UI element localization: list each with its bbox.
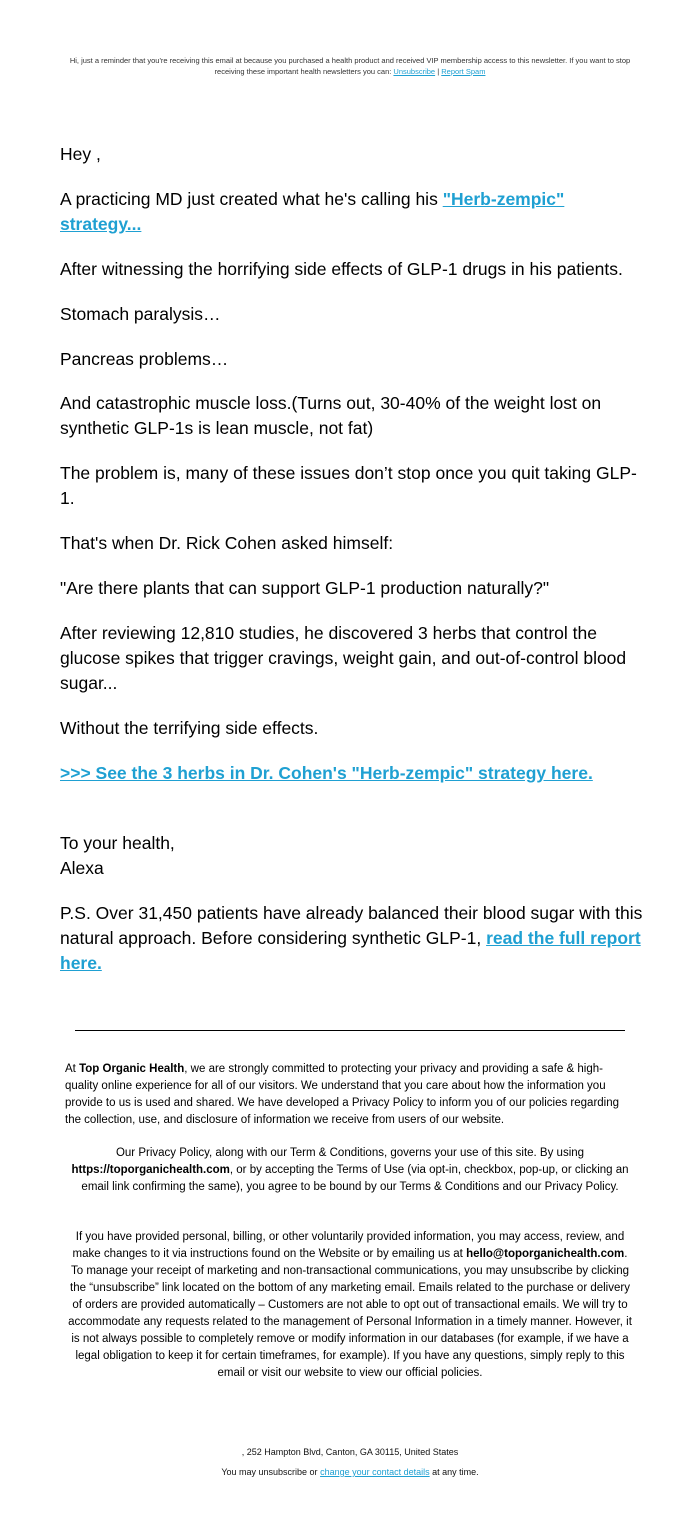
legal-p2-text: , or by accepting the Terms of Use (via opt-in, checkbox, pop-up, or clicking an email link confirming the same), you agree to be bound by our Terms & Conditions and our Privacy Policy. (81, 1164, 629, 1193)
ps-paragraph (60, 901, 650, 976)
footer-address: , 252 Hampton Blvd, Canton, GA 30115, United States (241, 1447, 459, 1457)
legal-privacy-commitment (65, 1061, 635, 1129)
signature: Alexa (60, 858, 104, 878)
contact-email: hello@toporganichealth.com (466, 1248, 625, 1260)
paragraph-pancreas: Pancreas problems… (60, 349, 229, 369)
notice-separator: | (437, 67, 440, 76)
legal-privacy-policy (65, 1145, 635, 1196)
site-url: https://toporganichealth.com (71, 1164, 230, 1176)
divider (75, 1030, 625, 1031)
paragraph-stomach: Stomach paralysis… (60, 304, 221, 324)
paragraph-muscle-loss: And catastrophic muscle loss.(Turns out, 30-40% of the weight lost on synthetic GLP-1s is lean muscle, not fat) (60, 393, 602, 438)
herb-zempic-strategy-link[interactable]: "Herb-zempic" strategy... (60, 189, 565, 234)
unsubscribe-link[interactable]: Unsubscribe (393, 67, 436, 76)
paragraph-side-effects: After witnessing the horrifying side effects of GLP-1 drugs in his patients. (60, 259, 623, 279)
intro-paragraph (60, 187, 650, 237)
paragraph-question: "Are there plants that can support GLP-1 production naturally?" (60, 578, 550, 598)
legal-data-management (65, 1229, 635, 1382)
paragraph-problem: The problem is, many of these issues don’t stop once you quit taking GLP-1. (60, 463, 637, 508)
intro-text: A practicing MD just created what he's calling his (60, 189, 438, 209)
read-full-report-link[interactable]: read the full report here. (60, 928, 641, 973)
signoff: To your health, (60, 833, 175, 853)
legal-p3-text: . To manage your receipt of marketing and non-transactional communications, you may unsubscribe by clicking the “unsubscribe” link located on the bottom of any marketing email. Emails related to the purchase or delivery of orders are provided automatically – Customers are not able to opt out of transactional emails. We will try to accommodate any requests related to the management of Personal Information in a timely manner. However, it is not always possible to completely remove or modify information in our databases (for example, if we have a legal obligation to keep it for certain timeframes, for example). If you have any questions, simply reply to this email or visit our website to view our official policies. (68, 1248, 632, 1379)
company-name: Top Organic Health (79, 1063, 185, 1075)
paragraph-studies: After reviewing 12,810 studies, he discovered 3 herbs that control the glucose spikes that trigger cravings, weight gain, and out-of-control blood sugar... (60, 623, 627, 693)
header-notice-text: Hi, just a reminder that you're receiving this email at because you purchased a health product and received VIP membership access to this newsletter. If you want to stop receiving these important health newsletters you can: (69, 56, 631, 76)
footer-unsub-suffix: at any time. (432, 1467, 479, 1477)
report-spam-link[interactable]: Report Spam (441, 67, 486, 76)
legal-p1-text: , we are strongly committed to protecting your privacy and providing a safe & high-quality online experience for all of our visitors. We understand that you care about how the information you provide to us is used and shared. We have developed a Privacy Policy to inform you of our policies regarding the collection, use, and disclosure of information we receive from users of our website. (65, 1063, 620, 1126)
paragraph-no-side-effects: Without the terrifying side effects. (60, 718, 319, 738)
ps-text: P.S. Over 31,450 patients have already balanced their blood sugar with this natural approach. Before considering synthetic GLP-1, (60, 903, 643, 948)
legal-p2-prefix: Our Privacy Policy, along with our Term & Conditions, governs your use of this site. By using (115, 1147, 585, 1159)
greeting: Hey , (60, 144, 101, 164)
legal-p3-prefix: If you have provided personal, billing, or other voluntarily provided information, you may access, review, and make changes to it via instructions found on the Website or by emailing us at (72, 1231, 625, 1260)
paragraph-dr-cohen: That's when Dr. Rick Cohen asked himself: (60, 533, 394, 553)
footer-unsubscribe (0, 1466, 700, 1478)
cta-paragraph (60, 761, 650, 786)
see-herbs-cta-link[interactable]: >>> See the 3 herbs in Dr. Cohen's "Herb-zempic" strategy here. (60, 763, 593, 783)
header-notice (58, 55, 642, 77)
change-contact-details-link[interactable]: change your contact details (320, 1467, 430, 1477)
footer-unsub-prefix: You may unsubscribe or (221, 1467, 318, 1477)
legal-p1-prefix: At (65, 1063, 76, 1075)
